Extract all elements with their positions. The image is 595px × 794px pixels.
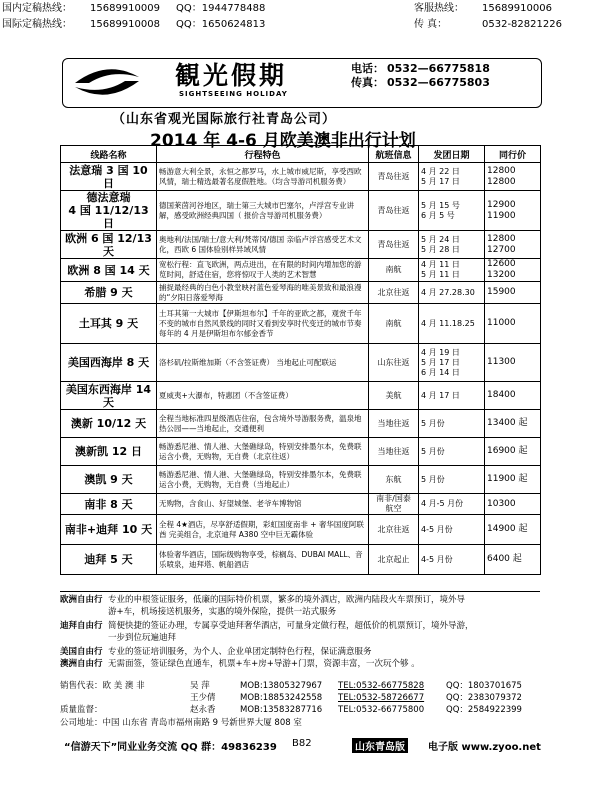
company-address: 公司地址：中国 山东省 青岛市福州南路 9 号新世界大厦 808 室 [60,718,302,728]
route-name: 南非+迪拜 10 天 [61,515,157,545]
fax-label: 传 真： [414,19,448,30]
route-name: 土耳其 9 天 [61,304,157,344]
route-feature: 捕捉最经典的白色小教堂映衬蓝色爱琴海的唯美景致和最浪漫的“夕阳日落爱琴海 [157,282,369,304]
table-row [61,344,541,382]
route-flight: 北京往返 [369,515,419,545]
route-name: 欧洲 6 国 12/13 天 [61,231,157,259]
service-europe-cont: 游+车，机场接送机服务，实惠的境外保险，提供一站式服务 [108,607,337,617]
service-tel: 15689910006 [482,3,552,14]
route-price: 6400 起 [485,545,541,575]
service-dubai: 迪拜自由行 简便快捷的签证办理，专属享受迪拜奢华酒店，可量身定做行程，超低价的机票预订，境外导游， [60,621,474,631]
route-feature: 夏威夷+大瀑布，特惠团（不含签证费） [157,382,369,410]
header-fax: 传真： 0532—66775803 [351,76,490,89]
route-flight: 青岛往返 [369,231,419,259]
fax-tel: 0532-82821226 [482,19,562,30]
route-feature: 奥地利/法国/瑞士/意大利/梵蒂冈/德国 亲临卢浮宫感受艺术文化，西欧 6 国体验别样异域风情 [157,231,369,259]
intl-qq: QQ：1650624813 [176,19,266,30]
itinerary-table [60,145,541,575]
route-flight: 当地往返 [369,410,419,438]
route-feature: 德国莱茵河谷地区，瑞士第三大城市巴塞尔，卢浮宫专业讲解，感受欧洲经典四国（ 报价含导游司机服务费） [157,191,369,231]
staff-1-tel: TEL:0532-66775828 [338,681,425,691]
staff-1-qq: QQ：1803701675 [446,681,522,691]
service-usa: 美国自由行 专业的签证培训服务，为个人、企业单团定制特色行程，保证满意服务 [60,647,372,657]
hotline-row-2 [0,19,595,33]
table-row [61,163,541,191]
staff-3-name: 赵永香 [190,705,216,715]
route-dates: 4 月-5 月份 [419,494,485,515]
service-dubai-cont: 一步到位玩遍迪拜 [108,633,177,643]
col-header-flight: 航班信息 [369,146,419,163]
table-row [61,545,541,575]
edition-site: 电子版 www.zyoo.net [428,742,541,753]
route-name: 美国西海岸 8 天 [61,344,157,382]
route-feature: 宽松行程：直飞欧洲，两点进出，在有限的时间内增加您的游览时间，舒适住宿，您将惊叹于人类的艺术智慧 [157,259,369,282]
table-row [61,466,541,494]
intl-label: 国际定稿热线： [2,19,72,30]
staff-2-mob: MOB:18853242558 [240,693,323,703]
page-title: 2014 年 4-6 月欧美澳非出行计划 [150,131,416,151]
route-name: 法意瑞 3 国 10 日 [61,163,157,191]
qc-label: 质量监督： [60,705,103,715]
domestic-qq: QQ：1944778488 [176,3,266,14]
hotline-row-1 [0,3,595,17]
route-feature: 全程 4★酒店，尽享舒适假期，彩虹国度南非 + 奢华国度阿联酋 完美组合，北京迪拜 A380 空中巨无霸体验 [157,515,369,545]
route-name: 南非 8 天 [61,494,157,515]
col-header-price: 同行价 [485,146,541,163]
route-price: 12600 13200 [485,259,541,282]
table-row [61,382,541,410]
col-header-date: 发团日期 [419,146,485,163]
route-flight: 南非/国泰 航空 [369,494,419,515]
route-flight: 南航 [369,259,419,282]
intl-tel: 15689910008 [90,19,160,30]
staff-3-tel: TEL:0532-66775800 [338,705,425,715]
route-price: 15900 [485,282,541,304]
route-feature: 畅游意大利全景，永恒之都罗马，水上城市威尼斯，享受西欧风情，瑞士精选最著名度假胜地。（均含导游司机服务费） [157,163,369,191]
table-row [61,304,541,344]
route-name: 希腊 9 天 [61,282,157,304]
itinerary-body [61,163,541,575]
route-flight: 美航 [369,382,419,410]
route-feature: 洛杉矶/拉斯维加斯（不含签证费） 当地起止可配联运 [157,344,369,382]
route-feature: 畅游悉尼港、情人港、大堡礁绿岛，特别安排墨尔本，免费联运含小费，无购物，无自费（当地起止） [157,466,369,494]
route-price: 11300 [485,344,541,382]
brand-name-cn: 観光假期 [175,61,288,90]
route-name: 德法意瑞 4 国 11/12/13 日 [61,191,157,231]
route-price: 13400 起 [485,410,541,438]
route-flight: 东航 [369,466,419,494]
table-row [61,282,541,304]
table-row [61,515,541,545]
staff-1-name: 吴 萍 [190,681,210,691]
route-dates: 5 月份 [419,410,485,438]
route-dates: 5 月份 [419,466,485,494]
route-name: 欧洲 8 国 14 天 [61,259,157,282]
route-name: 澳凯 9 天 [61,466,157,494]
brand-name-en: SIGHTSEEING HOLIDAY [179,90,288,98]
route-dates: 5 月 15 号 6 月 5 号 [419,191,485,231]
staff-3-qq: QQ：2584922399 [446,705,522,715]
route-name: 澳新凯 12 日 [61,438,157,466]
hotline-bar [0,0,595,55]
route-dates: 4 月 11 日 5 月 11 日 [419,259,485,282]
route-flight: 南航 [369,304,419,344]
domestic-label: 国内定稿热线： [2,3,72,14]
header-tel: 电话： 0532—66775818 [351,62,490,75]
staff-3-mob: MOB:13583287716 [240,705,323,715]
route-flight: 山东往返 [369,344,419,382]
table-row [61,494,541,515]
route-price: 18400 [485,382,541,410]
route-price: 12900 11900 [485,191,541,231]
col-header-route: 线路名称 [61,146,157,163]
staff-2-qq: QQ：2383079372 [446,693,522,703]
company-subtitle: （山东省观光国际旅行社青岛公司） [112,112,337,127]
route-price: 12800 12700 [485,231,541,259]
table-row [61,410,541,438]
route-feature: 体验奢华酒店，国际级购物享受，棕榈岛、DUBAI MALL、音乐喷泉，迪拜塔、帆船酒店 [157,545,369,575]
services-section [60,591,540,740]
route-flight: 当地往返 [369,438,419,466]
swoosh-logo-icon [71,63,143,101]
route-feature: 无购物，含食山、好望城堡、老爷车博物馆 [157,494,369,515]
route-price: 10300 [485,494,541,515]
route-price: 12800 12800 [485,163,541,191]
service-europe: 欧洲自由行 专业的申根签证服务，低廉的国际特价机票，繁多的境外酒店，欧洲内陆段火车票预订，境外导 [60,595,466,605]
route-flight: 青岛往返 [369,163,419,191]
route-name: 迪拜 5 天 [61,545,157,575]
edition-badge: 山东青岛版 [352,738,408,753]
route-dates: 4 月 22 日 5 月 17 日 [419,163,485,191]
route-dates: 4 月 11.18.25 [419,304,485,344]
footer-slogan: “信游天下”同业业务交流 QQ 群：49836239 [64,742,277,753]
staff-2-tel: TEL:0532-58726677 [338,693,425,703]
domestic-tel: 15689910009 [90,3,160,14]
route-name: 美国东西海岸 14 天 [61,382,157,410]
page-footer [0,738,595,758]
staff-2-name: 王少倩 [190,693,216,703]
sales-label: 销售代表：欧 美 澳 非 [60,681,145,691]
service-australia: 澳洲自由行 无需面签，签证绿色直通车，机票+车+房+导游+门票，资源丰富，一次玩个够 。 [60,659,420,669]
col-header-feature: 行程特色 [157,146,369,163]
table-row [61,231,541,259]
route-flight: 青岛往返 [369,191,419,231]
route-price: 14900 起 [485,515,541,545]
route-dates: 4-5 月份 [419,545,485,575]
route-price: 11000 [485,304,541,344]
route-dates: 4 月 19 日 5 月 17 日 6 月 14 日 [419,344,485,382]
route-price: 11900 起 [485,466,541,494]
table-header-row [61,146,541,163]
route-dates: 5 月 24 日 5 月 28 日 [419,231,485,259]
route-price: 16900 起 [485,438,541,466]
route-dates: 4 月 27.28.30 [419,282,485,304]
route-feature: 土耳其第一大城市【伊斯坦布尔】千年的亚欧之都，观赏千年不变的城市自然风景线的同时又看到安享时代变迁的城市节奏每年的 4 月是伊斯坦布尔郁金香节 [157,304,369,344]
staff-1-mob: MOB:13805327967 [240,681,323,691]
route-flight: 北京起止 [369,545,419,575]
route-name: 澳新 10/12 天 [61,410,157,438]
route-dates: 5 月份 [419,438,485,466]
route-dates: 4-5 月份 [419,515,485,545]
table-row [61,259,541,282]
service-label: 客服热线： [414,3,464,14]
table-row [61,191,541,231]
route-flight: 北京往返 [369,282,419,304]
table-row [61,438,541,466]
brand-header [62,58,542,108]
route-feature: 全程当地标准四星级酒店住宿，包含境外导游服务费，温泉地热公园——当地起止，交通便利 [157,410,369,438]
route-feature: 畅游悉尼港、情人港、大堡礁绿岛，特别安排墨尔本，免费联运含小费，无购物，无自费（北京往返） [157,438,369,466]
route-dates: 4 月 17 日 [419,382,485,410]
page-number: B82 [292,738,312,749]
